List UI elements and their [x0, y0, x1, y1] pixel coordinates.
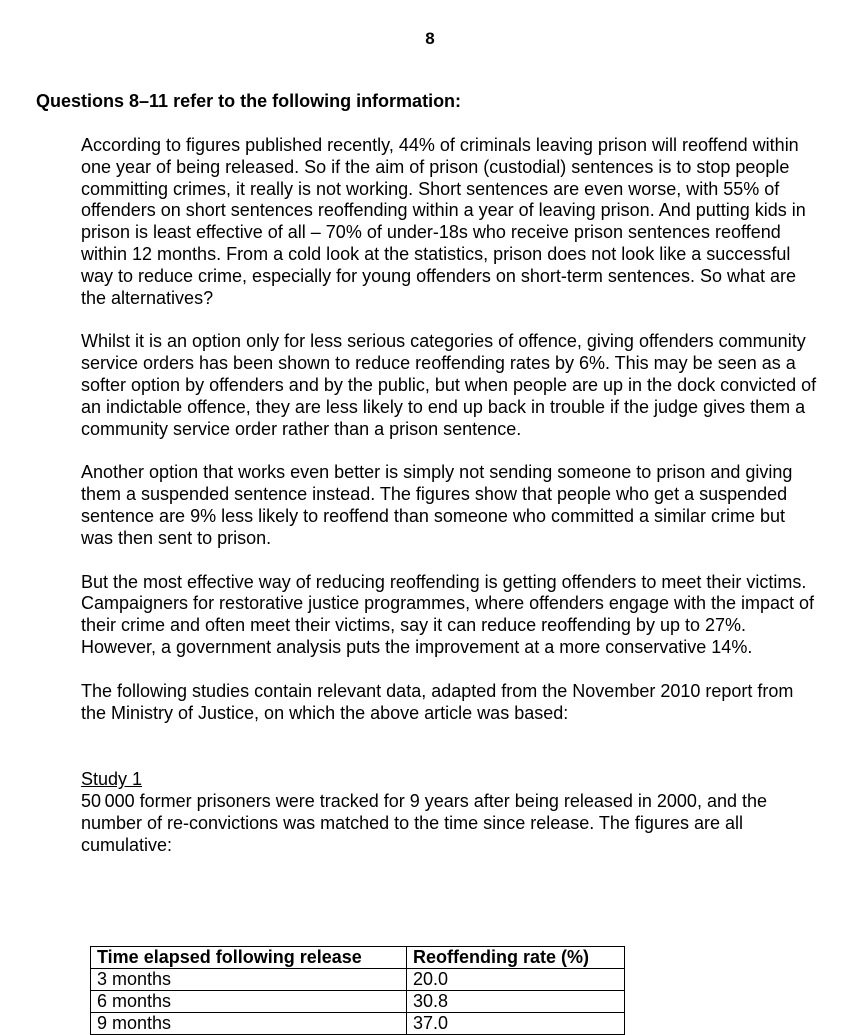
table-row	[91, 991, 625, 1013]
paragraph-prison-statistics: According to figures published recently, 44% of criminals leaving prison will reoffend within one year of being released. So if the aim of prison (custodial) sentences is to stop people committing crimes, it really is not working. Short sentences are even worse, with 55% of offenders on short sentences reoffending within a year of leaving prison. And putting kids in prison is least effective of all – 70% of under-18s who receive prison sentences reoffend within 12 months. From a cold look at the statistics, prison does not look like a successful way to reduce crime, especially for young offenders on short-term sentences. So what are the alternatives?	[81, 135, 806, 308]
table-cell-rate: 30.8	[407, 991, 625, 1013]
table-header-row	[91, 947, 625, 969]
study-1-table	[90, 946, 625, 1035]
questions-heading: Questions 8–11 refer to the following information:	[36, 91, 462, 111]
column-header-time-elapsed: Time elapsed following release	[91, 947, 407, 969]
table-row	[91, 969, 625, 991]
table-cell-time: 9 months	[91, 1013, 407, 1035]
table-cell-time: 3 months	[91, 969, 407, 991]
table-cell-rate: 37.0	[407, 1013, 625, 1035]
table-cell-time: 6 months	[91, 991, 407, 1013]
study-1-title: Study 1	[81, 769, 143, 790]
paragraph-community-service: Whilst it is an option only for less serious categories of offence, giving offenders community service orders has been shown to reduce reoffending rates by 6%. This may be seen as a softer option by offenders and by the public, but when people are up in the dock convicted of an indictable offence, they are less likely to end up back in trouble if the judge gives them a community service order rather than a prison sentence.	[81, 331, 817, 439]
study-1	[81, 769, 821, 856]
paragraph-suspended-sentence: Another option that works even better is simply not sending someone to prison and giving them a suspended sentence instead. The figures show that people who get a suspended sentence are 9% less likely to reoffend than someone who committed a similar crime but was then sent to prison.	[81, 462, 793, 548]
page-number: 8	[425, 29, 435, 48]
article-body	[81, 135, 821, 857]
table-cell-rate: 20.0	[407, 969, 625, 991]
paragraph-studies-intro: The following studies contain relevant data, adapted from the November 2010 report from the Ministry of Justice, on which the above article was based:	[81, 680, 794, 723]
column-header-reoffending-rate: Reoffending rate (%)	[407, 947, 625, 969]
paragraph-restorative-justice: But the most effective way of reducing reoffending is getting offenders to meet their victims. Campaigners for restorative justice programmes, where offenders engage with the impact of their crime and often meet their victims, say it can reduce reoffending by up to 27%. However, a government analysis puts the improvement at a more conservative 14%.	[81, 571, 815, 657]
study-1-description: 50 000 former prisoners were tracked for 9 years after being released in 2000, and the number of re-convictions was matched to the time since release. The figures are all cumulative:	[81, 791, 767, 855]
